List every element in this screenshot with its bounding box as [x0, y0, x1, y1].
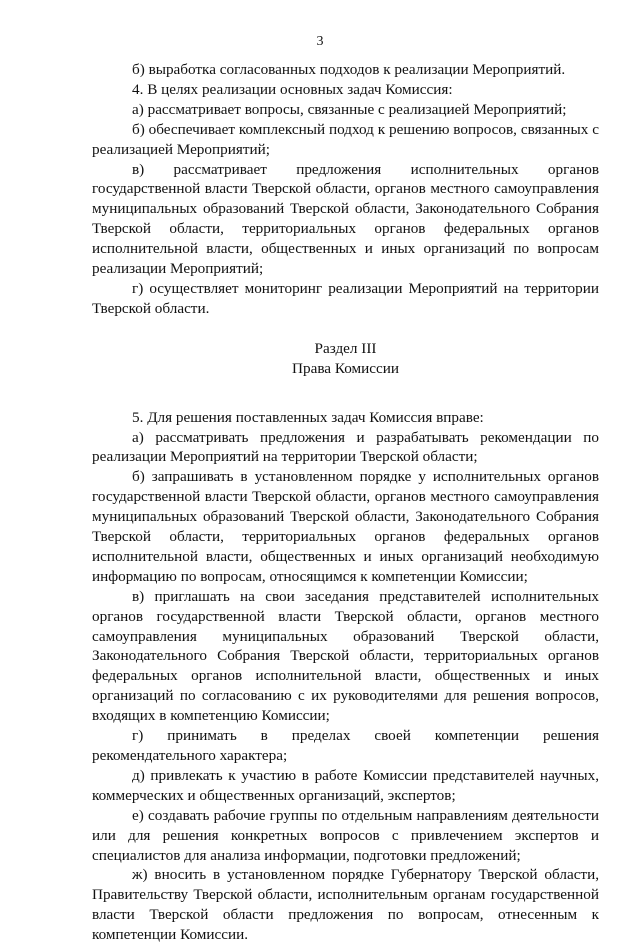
section-spacer-bottom: [92, 379, 599, 408]
paragraph-5e: е) создавать рабочие группы по отдельным направлениям деятельности или для решения конкретных вопросов с привлечением экспертов и специалистов для анализа информации, подготовки предложений;: [92, 806, 599, 864]
paragraph-4b: б) обеспечивает комплексный подход к решению вопросов, связанных с реализацией Мероприятий;: [92, 120, 599, 158]
paragraph-4-intro: 4. В целях реализации основных задач Комиссия:: [132, 80, 453, 98]
paragraph-4a: а) рассматривает вопросы, связанные с реализацией Мероприятий;: [132, 100, 567, 118]
paragraph-b-elaboration: б) выработка согласованных подходов к реализации Мероприятий.: [132, 61, 566, 78]
section-title: Права Комиссии: [292, 359, 399, 377]
paragraph-5g: г) принимать в пределах своей компетенции решения рекомендательного характера;: [92, 727, 599, 764]
paragraph-5b: б) запрашивать в установленном порядке у исполнительных органов государственной власти Тверской области, органов местного самоуправления муниципальных образований Тверской области, Законодательного Собрания Тверской области, территориальных органов федеральных органов исполнительной власти, общественных и иных организаций необходимую информацию по вопросам, относящимся к компетенции Комиссии;: [92, 468, 599, 585]
section-spacer-top: [92, 319, 599, 339]
paragraph-5a: а) рассматривать предложения и разрабатывать рекомендации по реализации Мероприятий на территории Тверской области;: [92, 428, 599, 466]
document-body: [92, 60, 599, 945]
paragraph-5v: в) приглашать на свои заседания представителей исполнительных органов государственной власти Тверской области, органов местного самоуправления муниципальных образований Тверской области, Законодательного Собрания Тверской области, территориальных органов федеральных органов исполнительной власти, общественных и иных организаций по согласованию с их руководителями для решения вопросов, входящих в компетенцию Комиссии;: [92, 587, 599, 725]
section-number: Раздел III: [314, 339, 377, 357]
paragraph-5zh: ж) вносить в установленном порядке Губернатору Тверской области, Правительству Тверской области, исполнительным органам государственной власти Тверской области предложения по вопросам, отнесенным к компетенции Комиссии.: [92, 866, 599, 944]
paragraph-5d: д) привлекать к участию в работе Комиссии представителей научных, коммерческих и общественных организаций, экспертов;: [92, 766, 599, 804]
paragraph-4v: в) рассматривает предложения исполнительных органов государственной власти Тверской области, органов местного самоуправления муниципальных образований Тверской области, Законодательного Собрания Тверской области, территориальных органов федеральных органов исполнительной власти, общественных и иных организаций по вопросам реализации Мероприятий;: [92, 160, 599, 278]
page-number: 3: [316, 34, 324, 49]
paragraph-5-intro: 5. Для решения поставленных задач Комиссия вправе:: [132, 408, 484, 426]
paragraph-4g: г) осуществляет мониторинг реализации Мероприятий на территории Тверской области.: [92, 279, 599, 317]
